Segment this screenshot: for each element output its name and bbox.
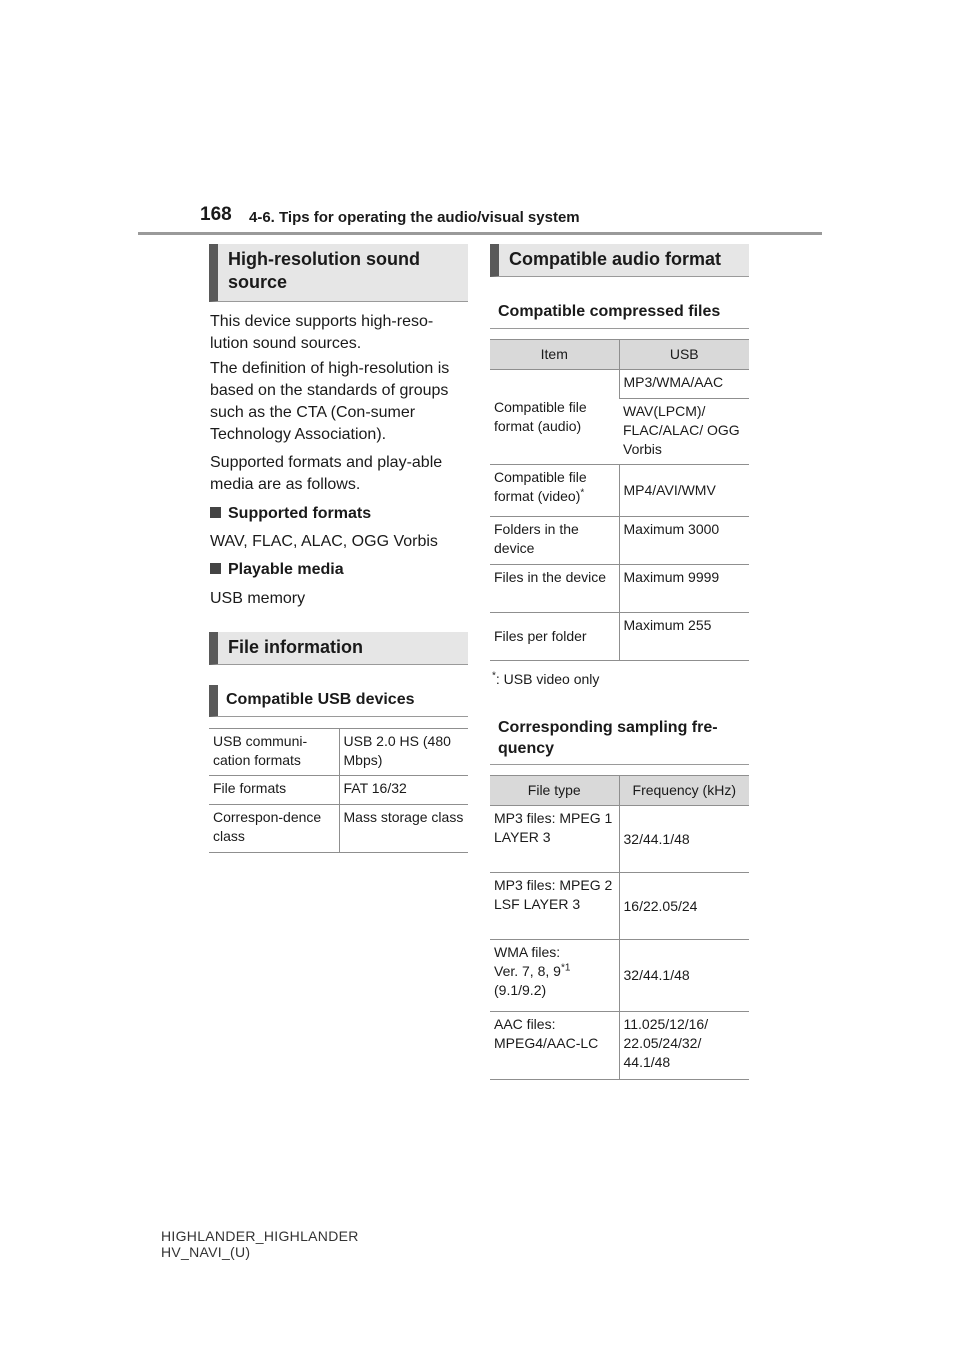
document-footer: HIGHLANDER_HIGHLANDER HV_NAVI_(U) (161, 1228, 359, 1260)
table-row (490, 613, 749, 661)
table-row (209, 805, 468, 853)
section-heading-hires: High-resolution sound source (209, 244, 468, 302)
table-cell: USB communi-cation formats (209, 729, 339, 776)
column-header: Frequency (kHz) (619, 776, 749, 806)
section-heading-audio-format: Compatible audio format (490, 244, 749, 277)
table-row (490, 806, 749, 873)
table-cell: MP3 files: MPEG 1 LAYER 3 (490, 806, 619, 873)
table-cell: USB 2.0 HS (480 Mbps) (339, 729, 468, 776)
table-cell: Compatible file format (video)* (490, 465, 619, 517)
table-cell: FAT 16/32 (339, 776, 468, 805)
chapter-title: 4-6. Tips for operating the audio/visual system (249, 209, 580, 226)
table-row (490, 465, 749, 517)
compressed-files-table (490, 339, 749, 661)
table-cell: MP3 files: MPEG 2 LSF LAYER 3 (490, 873, 619, 940)
table-cell: 32/44.1/48 (619, 806, 749, 873)
column-header: File type (490, 776, 619, 806)
bullet-square-icon (210, 507, 221, 518)
bullet-supported-formats: Supported formats (210, 503, 371, 525)
table-cell: Mass storage class (339, 805, 468, 853)
table-cell: Files per folder (490, 613, 619, 661)
table-header-row (490, 776, 749, 806)
table-row (490, 1012, 749, 1080)
table-cell: Correspon-dence class (209, 805, 339, 853)
table-row (490, 940, 749, 1012)
subheading-sampling-frequency: Corresponding sampling fre-quency (490, 715, 749, 765)
supported-formats-text: WAV, FLAC, ALAC, OGG Vorbis (210, 533, 438, 550)
hires-paragraph-3: Supported formats and play-able media are as follows. (210, 454, 443, 493)
table-cell: AAC files: MPEG4/AAC-LC (490, 1012, 619, 1080)
table-cell: WAV(LPCM)/ FLAC/ALAC/ OGG Vorbis (619, 399, 749, 465)
table-header-row (490, 340, 749, 370)
page-number: 168 (200, 204, 232, 225)
subheading-usb-devices: Compatible USB devices (209, 685, 468, 717)
bullet-square-icon (210, 563, 221, 574)
table-cell: Compatible file format (audio) (490, 370, 619, 465)
table-row (209, 729, 468, 776)
table-cell: WMA files: Ver. 7, 8, 9$^{*1}$ (9.1/9.2) (490, 940, 619, 1012)
sampling-frequency-table (490, 775, 749, 1080)
table-cell: MP4/AVI/WMV (619, 465, 749, 517)
table-cell: Maximum 255 (619, 613, 749, 661)
usb-devices-table (209, 728, 468, 853)
column-header: Item (490, 340, 619, 370)
table-cell: 16/22.05/24 (619, 873, 749, 940)
section-heading-file-info: File information (209, 632, 468, 665)
table-cell: 11.025/12/16/ 22.05/24/32/ 44.1/48 (619, 1012, 749, 1080)
table-row (490, 370, 749, 399)
hires-paragraph-2: The definition of high-resolution is based on the standards of groups such as the CTA (Con-sumer Technology Association). (210, 360, 450, 443)
table-cell: Maximum 3000 (619, 517, 749, 565)
playable-media-text: USB memory (210, 590, 306, 607)
table-cell: Folders in the device (490, 517, 619, 565)
bullet-playable-media: Playable media (210, 559, 344, 581)
table-cell: 32/44.1/48 (619, 940, 749, 1012)
table-row (490, 517, 749, 565)
table-row (209, 776, 468, 805)
table-row (490, 565, 749, 613)
footnote: *: USB video only (492, 670, 600, 687)
table-row (490, 873, 749, 940)
header-divider (138, 232, 822, 235)
table-cell: Maximum 9999 (619, 565, 749, 613)
subheading-compressed-files: Compatible compressed files (490, 299, 749, 329)
column-header: USB (619, 340, 749, 370)
table-cell: Files in the device (490, 565, 619, 613)
table-cell: File formats (209, 776, 339, 805)
hires-paragraph-1: This device supports high-reso-lution sound sources. (210, 313, 434, 352)
table-cell: MP3/WMA/AAC (619, 370, 749, 399)
